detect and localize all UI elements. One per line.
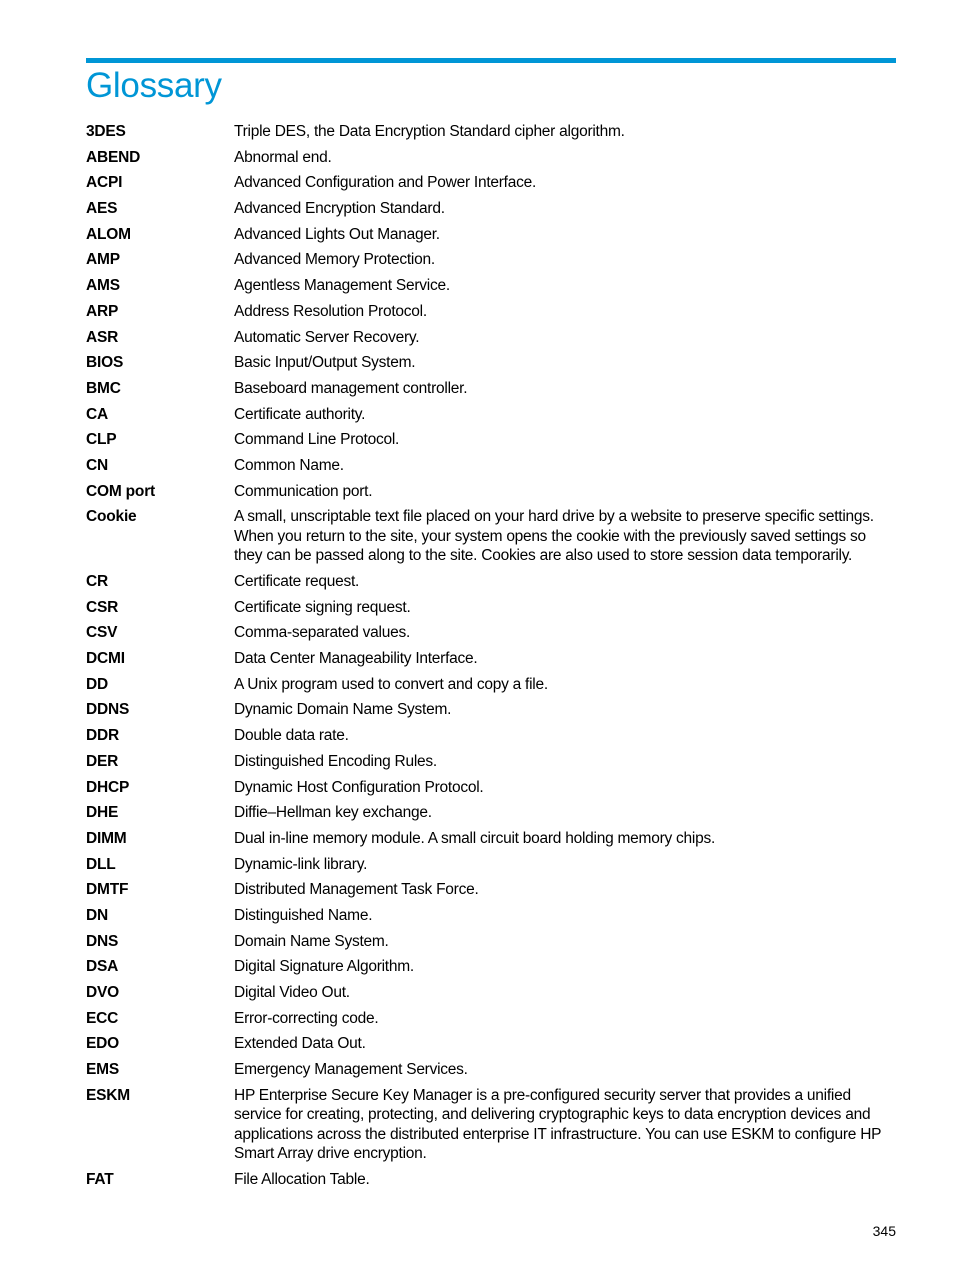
glossary-term: DN	[86, 906, 108, 924]
glossary-term: DMTF	[86, 881, 129, 899]
glossary-entry	[86, 778, 898, 804]
glossary-entry	[86, 276, 898, 302]
page-title: Glossary	[86, 66, 222, 105]
glossary-term: ASR	[86, 328, 119, 346]
glossary-definition: Distinguished Name.	[234, 906, 373, 924]
glossary-entry	[86, 405, 898, 431]
glossary-term: DIMM	[86, 829, 127, 847]
header-rule	[86, 58, 896, 63]
glossary-definition: Advanced Lights Out Manager.	[234, 225, 440, 243]
glossary-entry	[86, 353, 898, 379]
glossary-definition: Dynamic Host Configuration Protocol.	[234, 778, 484, 796]
glossary-term: DDR	[86, 727, 119, 745]
glossary-definition: Dual in-line memory module. A small circuit board holding memory chips.	[234, 829, 716, 847]
glossary-definition: Advanced Configuration and Power Interface.	[234, 174, 537, 192]
glossary-term: DHCP	[86, 778, 130, 796]
glossary-term: ECC	[86, 1009, 119, 1027]
glossary-entry	[86, 199, 898, 225]
glossary-term: DVO	[86, 984, 119, 1001]
glossary-definition: Emergency Management Services.	[234, 1061, 468, 1079]
glossary-entry	[86, 598, 898, 624]
glossary-definition: Abnormal end.	[234, 148, 332, 166]
glossary-entry	[86, 700, 898, 726]
glossary-term: FAT	[86, 1170, 114, 1188]
glossary-entry	[86, 225, 898, 251]
glossary-entry	[86, 1009, 898, 1035]
glossary-entry	[86, 507, 898, 572]
glossary-entry	[86, 649, 898, 675]
glossary-term: CR	[86, 573, 108, 590]
glossary-definition: Dynamic Domain Name System.	[234, 701, 452, 719]
glossary-term: ESKM	[86, 1086, 130, 1104]
glossary-term: DCMI	[86, 650, 125, 668]
glossary-term: DLL	[86, 855, 116, 873]
glossary-term: DSA	[86, 958, 119, 976]
glossary-entry	[86, 726, 898, 752]
glossary-entry	[86, 173, 898, 199]
glossary-entry	[86, 983, 898, 1009]
glossary-entry	[86, 957, 898, 983]
glossary-entry	[86, 1170, 898, 1196]
glossary-definition: Distinguished Encoding Rules.	[234, 752, 437, 770]
glossary-entry	[86, 1060, 898, 1086]
glossary-entry	[86, 623, 898, 649]
glossary-definition: Digital Video Out.	[234, 984, 350, 1001]
glossary-definition: File Allocation Table.	[234, 1170, 370, 1188]
glossary-definition: Baseboard management controller.	[234, 379, 468, 397]
glossary-entry	[86, 379, 898, 405]
glossary-definition: Address Resolution Protocol.	[234, 302, 427, 320]
glossary-term: AMS	[86, 277, 120, 295]
glossary-definition: Digital Signature Algorithm.	[234, 958, 414, 976]
glossary-entry	[86, 456, 898, 482]
glossary-term: EMS	[86, 1061, 119, 1079]
glossary-entry	[86, 880, 898, 906]
glossary-term: DDNS	[86, 701, 130, 719]
glossary-term: COM port	[86, 482, 155, 500]
glossary-term: CA	[86, 405, 108, 423]
glossary-definition: Certificate request.	[234, 573, 360, 590]
glossary-entry	[86, 829, 898, 855]
glossary-definition: Diffie–Hellman key exchange.	[234, 804, 432, 822]
glossary-term: AMP	[86, 251, 120, 269]
glossary-definition: A small, unscriptable text file placed on your hard drive by a website to preserve specific settings. When you return to the site, your system opens the cookie with the previously saved settings so they can be passed along to the site. Cookies are also used to store session data temporarily.	[234, 508, 874, 565]
glossary-definition: Agentless Management Service.	[234, 277, 450, 295]
glossary-definition: Triple DES, the Data Encryption Standard cipher algorithm.	[234, 123, 625, 140]
glossary-definition: Basic Input/Output System.	[234, 354, 416, 372]
glossary-entry	[86, 328, 898, 354]
glossary-entry	[86, 482, 898, 508]
page-number: 345	[872, 1223, 896, 1239]
glossary-term: CSR	[86, 598, 119, 616]
glossary-definition: Certificate signing request.	[234, 598, 411, 616]
glossary-term: ARP	[86, 302, 119, 320]
glossary-term: DHE	[86, 804, 119, 822]
glossary-term: CLP	[86, 431, 117, 449]
glossary-entry	[86, 932, 898, 958]
glossary-term: ACPI	[86, 174, 123, 192]
glossary-definition: Dynamic-link library.	[234, 855, 368, 873]
glossary-entry	[86, 148, 898, 174]
glossary-entry	[86, 430, 898, 456]
glossary-definition: Data Center Manageability Interface.	[234, 650, 478, 668]
glossary-entry	[86, 302, 898, 328]
glossary-definition: Extended Data Out.	[234, 1035, 366, 1053]
glossary-entry	[86, 250, 898, 276]
glossary-term: ALOM	[86, 225, 131, 243]
glossary-definition: Advanced Encryption Standard.	[234, 200, 445, 218]
glossary-definition: Error-correcting code.	[234, 1009, 379, 1027]
glossary-term: CN	[86, 456, 108, 474]
glossary-entry	[86, 855, 898, 881]
glossary-term: CSV	[86, 624, 118, 642]
glossary-term: DER	[86, 752, 119, 770]
glossary-definition: A Unix program used to convert and copy a file.	[234, 675, 548, 693]
glossary-entry	[86, 675, 898, 701]
glossary-definition: Advanced Memory Protection.	[234, 251, 435, 269]
glossary-definition: Common Name.	[234, 456, 344, 474]
glossary-entry	[86, 752, 898, 778]
glossary-term: BMC	[86, 379, 121, 397]
glossary-definition: Communication port.	[234, 482, 373, 500]
glossary-term: BIOS	[86, 354, 124, 372]
glossary-definition: Automatic Server Recovery.	[234, 328, 420, 346]
glossary-list	[86, 122, 898, 1196]
glossary-definition: Double data rate.	[234, 727, 349, 745]
glossary-term: AES	[86, 200, 118, 218]
glossary-definition: Distributed Management Task Force.	[234, 881, 479, 899]
glossary-entry	[86, 1034, 898, 1060]
glossary-entry	[86, 122, 898, 148]
glossary-entry	[86, 572, 898, 598]
glossary-term: 3DES	[86, 123, 126, 140]
glossary-definition: Comma-separated values.	[234, 624, 411, 642]
glossary-definition: Certificate authority.	[234, 405, 366, 423]
glossary-term: EDO	[86, 1035, 119, 1053]
glossary-term: ABEND	[86, 148, 141, 166]
glossary-term: Cookie	[86, 508, 137, 526]
glossary-entry	[86, 803, 898, 829]
glossary-definition: Domain Name System.	[234, 932, 389, 950]
glossary-definition: Command Line Protocol.	[234, 431, 400, 449]
glossary-term: DNS	[86, 932, 119, 950]
glossary-definition: HP Enterprise Secure Key Manager is a pre-configured security server that provides a unified service for creating, protecting, and delivering cryptographic keys to data encryption devices and applications across the distributed enterprise IT infrastructure. You can use ESKM to configure HP Smart Array drive encryption.	[234, 1086, 881, 1163]
glossary-entry	[86, 906, 898, 932]
glossary-entry	[86, 1086, 898, 1170]
glossary-term: DD	[86, 675, 108, 693]
